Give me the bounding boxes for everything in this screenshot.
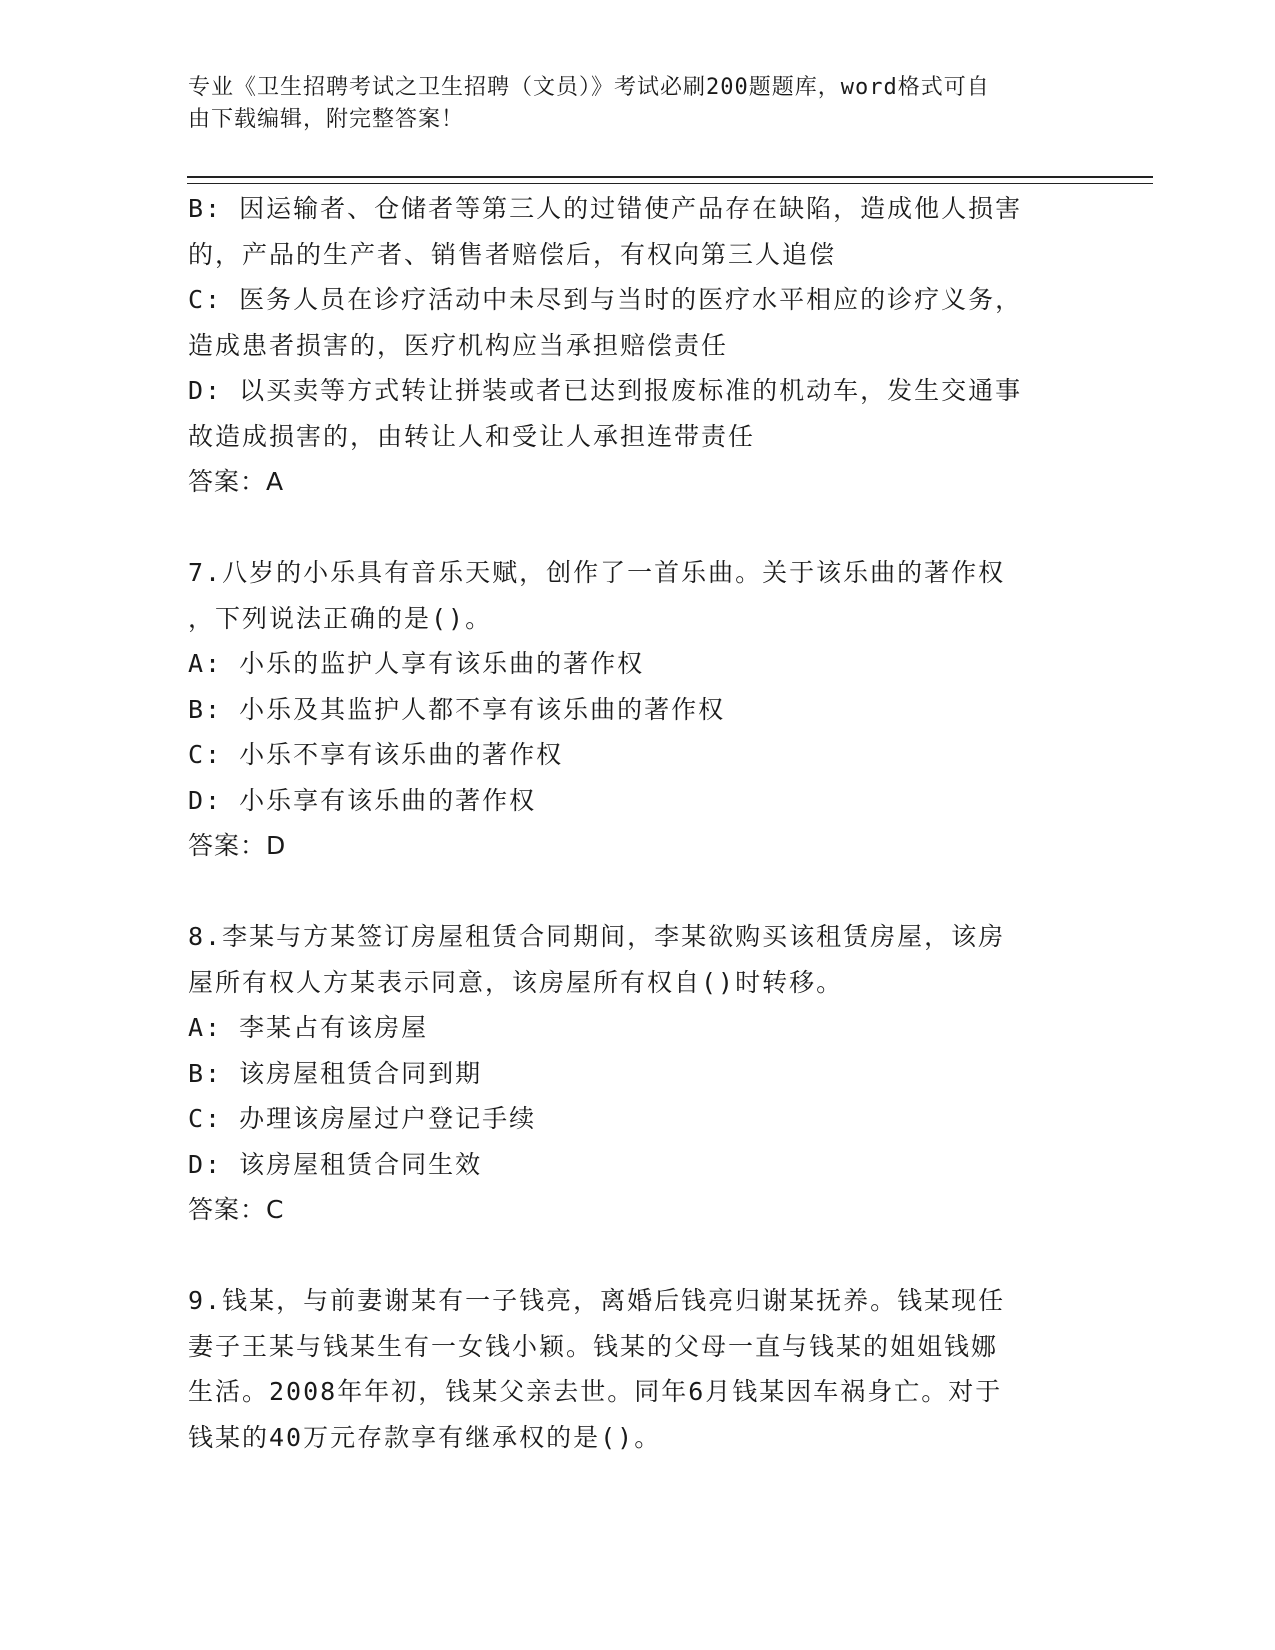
header-line-1: 专业《卫生招聘考试之卫生招聘（文员）》考试必刷200题题库，word格式可自 bbox=[188, 75, 990, 100]
option-b-line-1: B: 因运输者、仓储者等第三人的过错使产品存在缺陷，造成他人损害 bbox=[188, 194, 1023, 223]
option-d-line-2: 故造成损害的，由转让人和受让人承担连带责任 bbox=[188, 421, 756, 451]
question-stem-line-4: 钱某的40万元存款享有继承权的是()。 bbox=[188, 1422, 662, 1452]
question-stem-line-1: 8.李某与方某签订房屋租赁合同期间，李某欲购买该租赁房屋，该房 bbox=[188, 922, 1006, 951]
question-stem-line-2: 妻子王某与钱某生有一女钱小颖。钱某的父母一直与钱某的姐姐钱娜 bbox=[188, 1331, 999, 1361]
option-b: B: 该房屋租赁合同到期 bbox=[188, 1058, 483, 1088]
option-c-line-2: 造成患者损害的，医疗机构应当承担赔偿责任 bbox=[188, 330, 729, 360]
option-c-line-1: C: 医务人员在诊疗活动中未尽到与当时的医疗水平相应的诊疗义务， bbox=[188, 285, 1023, 314]
option-b: B: 小乐及其监护人都不享有该乐曲的著作权 bbox=[188, 694, 726, 724]
option-a: A: 李某占有该房屋 bbox=[188, 1013, 429, 1042]
question-9 bbox=[188, 1278, 1088, 1460]
option-d-line-1: D: 以买卖等方式转让拼装或者已达到报废标准的机动车，发生交通事 bbox=[188, 376, 1023, 405]
option-b-line-2: 的，产品的生产者、销售者赔偿后，有权向第三人追偿 bbox=[188, 239, 837, 269]
question-content bbox=[188, 186, 1088, 1460]
document-header bbox=[188, 72, 1088, 136]
answer-line: 答案：C bbox=[188, 1195, 285, 1224]
option-d: D: 该房屋租赁合同生效 bbox=[188, 1149, 483, 1179]
question-7 bbox=[188, 550, 1088, 869]
question-stem-line-3: 生活。2008年年初，钱某父亲去世。同年6月钱某因车祸身亡。对于 bbox=[188, 1377, 1003, 1406]
header-line-2: 由下载编辑，附完整答案！ bbox=[188, 107, 465, 132]
header-divider-thick bbox=[187, 176, 1153, 178]
header-divider-thin bbox=[187, 183, 1153, 184]
question-stem-line-1: 9.钱某，与前妻谢某有一子钱亮，离婚后钱亮归谢某抚养。钱某现任 bbox=[188, 1286, 1006, 1315]
option-d: D: 小乐享有该乐曲的著作权 bbox=[188, 785, 537, 815]
spacer bbox=[188, 505, 1088, 551]
option-a: A: 小乐的监护人享有该乐曲的著作权 bbox=[188, 649, 645, 678]
option-c: C: 小乐不享有该乐曲的著作权 bbox=[188, 740, 564, 769]
question-stem-line-2: ，下列说法正确的是()。 bbox=[188, 603, 493, 633]
spacer bbox=[188, 1233, 1088, 1279]
answer-line: 答案：D bbox=[188, 831, 287, 860]
spacer bbox=[188, 869, 1088, 915]
question-stem-line-2: 屋所有权人方某表示同意，该房屋所有权自()时转移。 bbox=[188, 967, 844, 997]
question-8 bbox=[188, 914, 1088, 1233]
answer-line: 答案：A bbox=[188, 467, 285, 496]
question-6-tail bbox=[188, 186, 1088, 505]
question-stem-line-1: 7.八岁的小乐具有音乐天赋，创作了一首乐曲。关于该乐曲的著作权 bbox=[188, 558, 1006, 587]
option-c: C: 办理该房屋过户登记手续 bbox=[188, 1104, 537, 1133]
